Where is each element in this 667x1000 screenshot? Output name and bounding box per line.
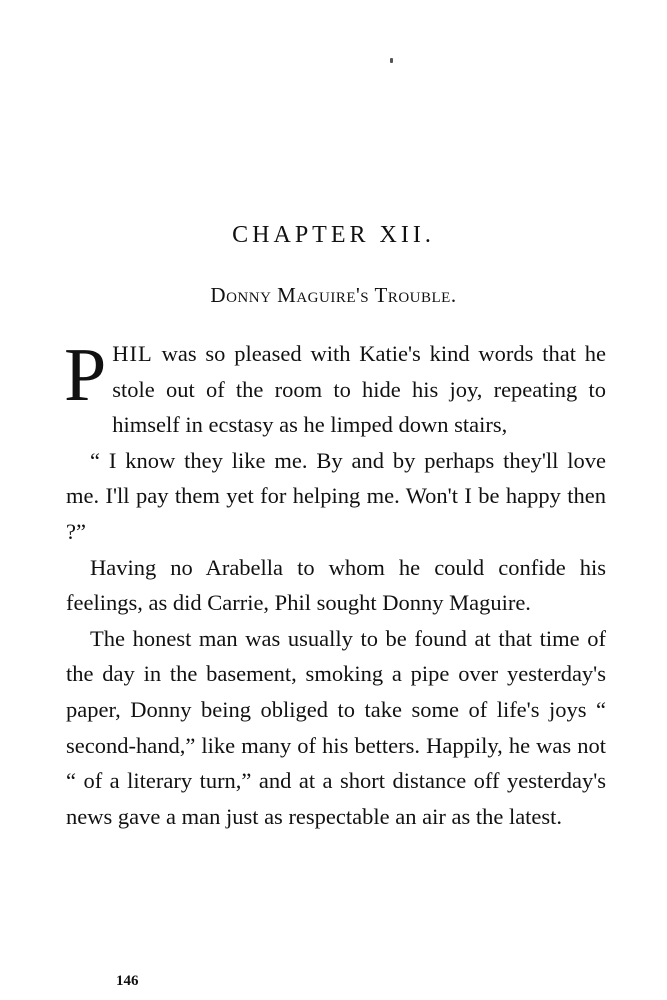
paragraph	[64, 333, 606, 443]
paragraph: The honest man was usually to be found at that time of the day in the basement, smoking a pipe over yesterday's paper, Donny being obliged to take some of life's joys “ second-hand,” like many of his betters. Happily, he was not “ of a literary turn,” and at a short distance off yesterday's news gave a man just as respectable an air as the latest.	[66, 625, 606, 829]
chapter-body	[64, 333, 606, 834]
opening-word: HIL	[112, 341, 153, 366]
print-speck	[390, 58, 393, 63]
paragraph: “ I know they like me. By and by perhaps they'll love me. I'll pay them yet for helping me. Won't I be happy then ?”	[66, 447, 606, 544]
paragraph-text: was so pleased with Katie's kind words that he stole out of the room to hide his joy, repeating to himself in ecstasy as he limped down stairs,	[112, 341, 606, 438]
page-number: 146	[116, 973, 139, 989]
drop-cap: P	[64, 333, 107, 417]
chapter-heading: CHAPTER XII.	[232, 222, 435, 248]
chapter-title: Donny Maguire's Trouble.	[210, 283, 457, 307]
paragraph: Having no Arabella to whom he could confide his feelings, as did Carrie, Phil sought Donny Maguire.	[66, 554, 606, 616]
